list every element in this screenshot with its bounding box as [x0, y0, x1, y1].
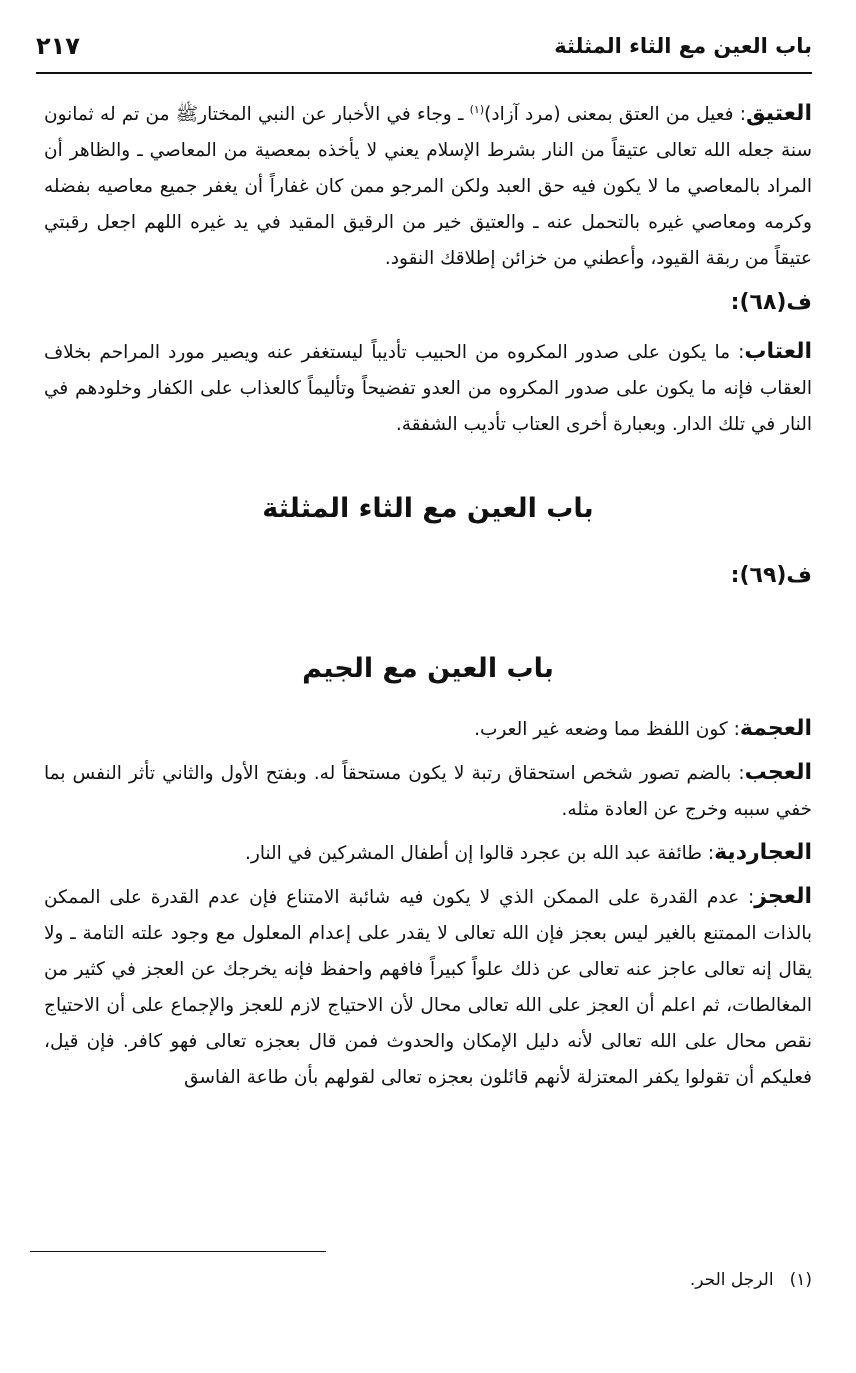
entry-definition: : عدم القدرة على الممكن الذي لا يكون فيه شائبة الامتناع فإن عدم القدرة على الممكن بالذات الممتنع بالغير ليس بعجز فإن الله تعالى لا يقدر على إعدام المعلول مع وجود علته التامة ـ ولا يقال إنه تعالى عاجز عنه تعالى عن ذلك علواً كبيراً فافهم واحفظ فإنه يخرجك عن العجز في كثير من المغالطات، ثم اعلم أن العجز على الله تعالى محال لأن الاحتياج لازم للعجز والإجماع على أن الاحتياج نقص محال على الله تعالى لأنه دليل الإمكان والحدوث فمن قال بعجزه تعالى فهو كافر. فإن قيل، فعليكم أن تقولوا يكفر المعتزلة لأنهم قائلون بعجزه تعالى لقولهم بأن طاعة الفاسق	[44, 887, 812, 1089]
entry-ajz	[44, 879, 812, 1096]
chapter-heading-jim: باب العين مع الجيم	[302, 653, 554, 685]
entry-atiq	[44, 92, 812, 277]
footnote	[690, 1270, 812, 1290]
entry-ujb	[44, 755, 812, 828]
entry-definition: : فعيل من العتق بمعنى (مرد آزاد)	[484, 104, 746, 126]
entry-term: العتيق	[745, 101, 812, 127]
section-marker-69: ف(٦٩):	[730, 563, 812, 589]
entry-definition-continued: ـ وجاء في الأخبار عن النبي المختارﷺ من تم له ثمانون سنة جعله الله تعالى عتيقاً من النار بشرط الإسلام يعني لا يأخذه بمعصية من المعاصي ـ والظاهر أن المراد بالمعاصي ما لا يكون فيه حق العبد ولكن المرجو ممن كان غفاراً أن يغفر جميع معاصيه بفضله وكرمه ومعاصي غيره بالتحمل عنه ـ والعتيق خير من الرقيق المقيد في يد غيره اللهم اجعل رقبتي عتيقاً من ربقة القيود، وأعطني من خزائن إطلاقك النقود.	[44, 104, 812, 270]
footnote-number: (١)	[789, 1270, 812, 1290]
entry-term: العجب	[744, 760, 812, 786]
entry-definition: : بالضم تصور شخص استحقاق رتبة لا يكون مستحقاً له. وبفتح الأول والثاني تأثر النفس بما خفي سببه وخرج عن العادة مثله.	[44, 763, 812, 821]
running-title: باب العين مع الثاء المثلثة	[554, 34, 812, 58]
page-body	[44, 92, 812, 1103]
footnote-text: الرجل الحر.	[689, 1270, 774, 1290]
entry-definition: : كون اللفظ مما وضعه غير العرب.	[474, 719, 740, 741]
entry-ajarida	[44, 835, 812, 872]
entry-term: العجز	[754, 884, 812, 910]
entry-itab	[44, 334, 812, 443]
chapter-heading-tha: باب العين مع الثاء المثلثة	[262, 493, 594, 525]
page-number: ٢١٧	[36, 32, 80, 60]
entry-definition: : طائفة عبد الله بن عجرد قالوا إن أطفال المشركين في النار.	[245, 843, 715, 865]
footnote-reference: (١)	[469, 103, 485, 116]
footnote-rule	[30, 1251, 326, 1252]
entry-term: العتاب	[744, 339, 812, 365]
entry-definition: : ما يكون على صدور المكروه من الحبيب تأديباً ليستغفر عنه ويصير مورد المراحم بخلاف العقاب فإنه ما يكون على صدور المكروه من العدو تفضيحاً وتأليماً كالعذاب على الكفار وخلودهم في النار في تلك الدار. وبعبارة أخرى العتاب تأديب الشفقة.	[44, 342, 812, 436]
entry-term: العجمة	[739, 716, 812, 742]
section-marker-68: ف(٦٨):	[730, 290, 812, 316]
entry-ujma	[44, 711, 812, 748]
entry-term: العجاردية	[714, 840, 812, 866]
page-header	[36, 26, 812, 66]
header-rule	[36, 72, 812, 74]
